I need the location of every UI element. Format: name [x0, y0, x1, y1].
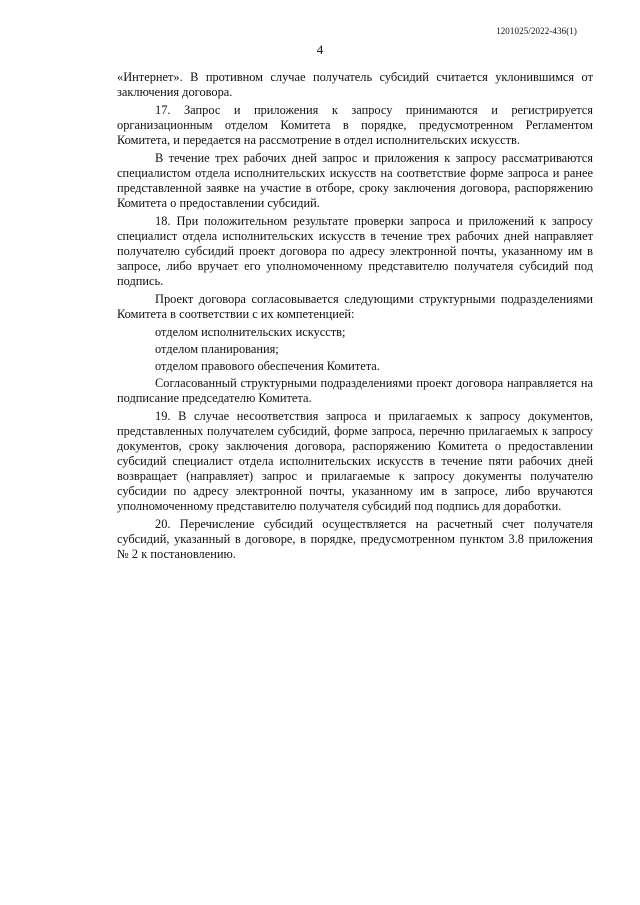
- paragraph-continuation: «Интернет». В противном случае получатель субсидий считается уклонившимся от заключения договора.: [117, 70, 593, 99]
- paragraph-approval-intro: Проект договора согласовывается следующими структурными подразделениями Комитета в соответствии с их компетенцией:: [117, 292, 593, 321]
- list-item: отделом правового обеспечения Комитета.: [155, 359, 380, 373]
- paragraph-signing: Согласованный структурными подразделениями проект договора направляется на подписание председателю Комитета.: [117, 376, 593, 405]
- paragraph-17-review: В течение трех рабочих дней запрос и приложения к запросу рассматриваются специалистом отдела исполнительских искусств на соответствие форме запроса и ранее представленной заявке на участие в отборе, сроку заключения договора, распоряжению Комитета о предоставлении субсидий.: [117, 151, 593, 210]
- paragraph-20: 20. Перечисление субсидий осуществляется на расчетный счет получателя субсидий, указанный в договоре, в порядке, предусмотренном пунктом 3.8 приложения № 2 к постановлению.: [117, 517, 593, 561]
- page-number: 4: [316, 42, 324, 57]
- paragraph-19: 19. В случае несоответствия запроса и прилагаемых к запросу документов, представленных получателем субсидий, форме запроса, перечню прилагаемых к запросу документов, сроку заключения договора, распоряжению Комитета о предоставлении субсидий специалист отдела исполнительских искусств в течение пяти рабочих дней возвращает (направляет) запрос и прилагаемые к запросу документы получателю субсидии по адресу электронной почты, указанному им в запросе, либо вручаются уполномоченному представителю получателя субсидий под подпись для доработки.: [117, 409, 593, 513]
- paragraph-18: 18. При положительном результате проверки запроса и приложений к запросу специалист отдела исполнительских искусств в течение трех рабочих дней направляет получателю субсидий проект договора по адресу электронной почты, указанному им в запросе, либо вручает его уполномоченному представителю получателя субсидий под подпись.: [117, 214, 593, 288]
- list-item: отделом исполнительских искусств;: [155, 325, 346, 339]
- list-item: отделом планирования;: [155, 342, 279, 356]
- document-id: 1201025/2022-436(1): [496, 26, 577, 36]
- document-body: [117, 70, 593, 565]
- paragraph-17: 17. Запрос и приложения к запросу принимаются и регистрируется организационным отделом Комитета в порядке, предусмотренном Регламентом Комитета, и передается на рассмотрение в отдел исполнительских искусств.: [117, 103, 593, 147]
